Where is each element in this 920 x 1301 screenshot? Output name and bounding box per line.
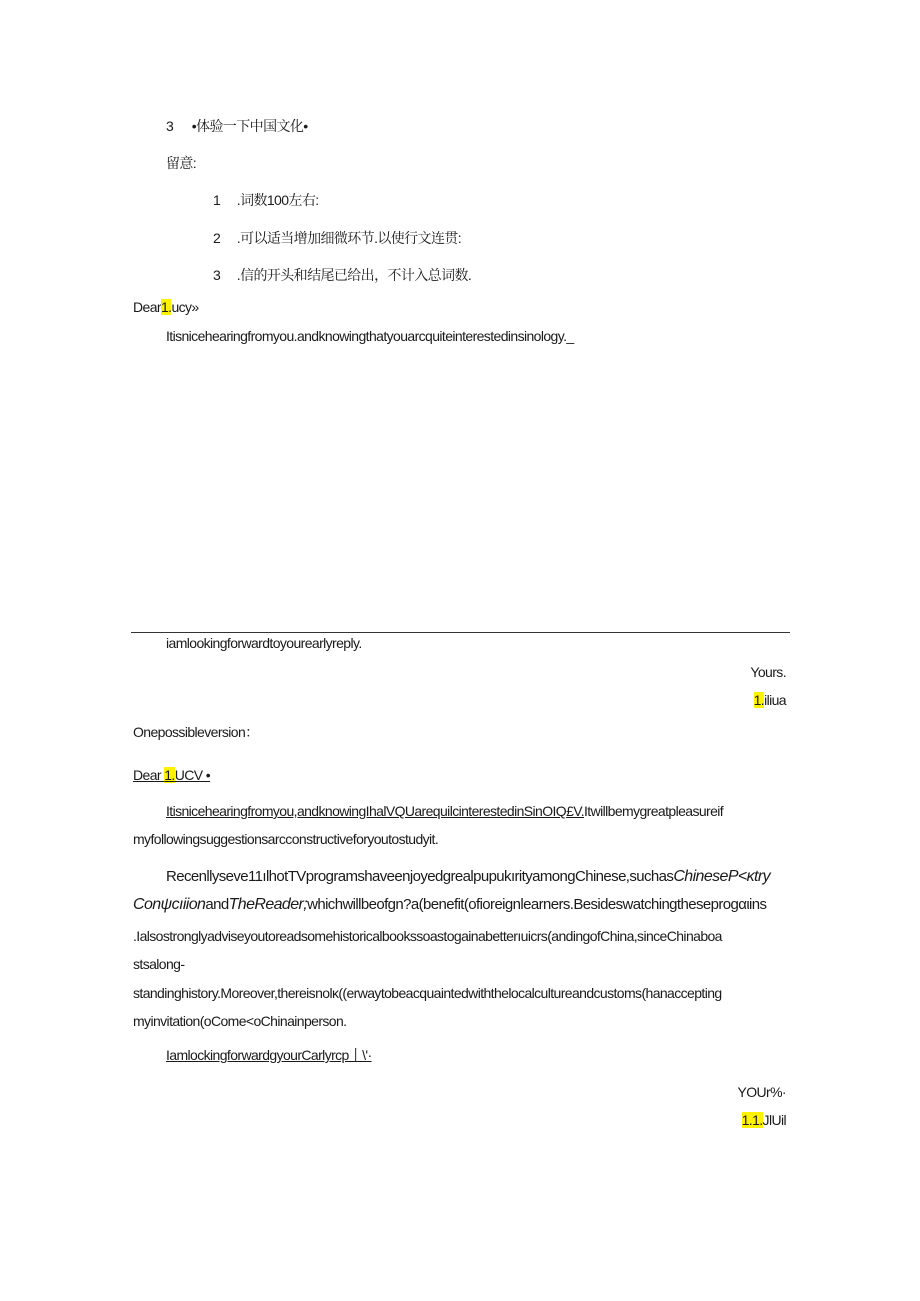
salutation-name-highlight: 1. — [160, 299, 172, 315]
note-item-number: 2 — [213, 230, 221, 246]
note-label: 留意: — [166, 155, 197, 171]
sample-heading: Onepossibleversion： — [133, 724, 259, 740]
text: whichwillbeofgn?a(benefit(ofioreignlearners.Besideswatchingtheseprogαιins — [307, 896, 767, 913]
text: and — [205, 896, 229, 913]
note-item-1 — [213, 191, 319, 209]
item-3 — [166, 117, 308, 135]
note-item-text: .可以适当增加细微环节.以使行文连贯: — [236, 230, 462, 246]
writing-area-divider — [131, 632, 790, 633]
note-item-2 — [213, 229, 461, 247]
note-item-3 — [213, 266, 471, 284]
italic-title: Conψcıiion — [133, 896, 206, 913]
note-item-number: 1 — [213, 192, 221, 208]
sample-paragraph-2-line-6: myinvitation(oCome<oChinainperson. — [133, 1013, 347, 1029]
underlined-text: Itisnicehearingfromyou,andknowingIhalVQUarequilcinterestedinSinOIQ£V. — [166, 803, 585, 819]
italic-title: ChineseP<κtry — [673, 868, 771, 885]
sample-paragraph-2-line-1 — [166, 868, 770, 886]
template-opening-sentence: Itisnicehearingfromyou.andknowingthatyouarcquiteinterestedinsinology._ — [166, 328, 574, 344]
item-3-text: •体验一下中国文化• — [191, 118, 308, 134]
text: Itwillbemygreatpleasureif — [584, 803, 724, 819]
note-item-number: 3 — [213, 267, 221, 283]
template-closing-sentence: iamlookingforwardtoyourearlyreply. — [166, 635, 362, 651]
salutation-name-highlight: 1. — [164, 767, 175, 783]
sample-paragraph-2-line-4: stsalong- — [133, 956, 185, 972]
salutation-prefix: Dear — [133, 299, 161, 315]
sample-paragraph-2-line-2 — [133, 896, 766, 914]
template-yours: Yours. — [750, 664, 786, 680]
salutation-prefix: Dear — [133, 767, 165, 783]
template-signature — [754, 691, 786, 709]
item-3-number: 3 — [166, 118, 174, 134]
sample-yours: YOUr%· — [737, 1084, 786, 1100]
italic-title: TheReader; — [228, 896, 308, 913]
signature-highlight: 1.1. — [741, 1112, 763, 1128]
signature-rest: iliua — [764, 692, 786, 708]
text: Recenllyseve11ılhotTVprogramshaveenjoyedgrealpupukırityamongChinese,suchas — [166, 868, 674, 885]
signature-highlight: 1. — [753, 692, 765, 708]
signature-rest: JlUil — [762, 1112, 786, 1128]
sample-salutation — [133, 766, 210, 784]
sample-paragraph-1-line-2: myfollowingsuggestionsarcconstructiveforyoutostudyit. — [133, 831, 439, 847]
note-item-text: .信的开头和结尾已给出，不计入总词数. — [236, 267, 472, 283]
sample-paragraph-1-line-1 — [166, 802, 723, 820]
sample-closing-sentence: Iamlockingforwardgyour​Carlyrcp丨\'· — [166, 1047, 372, 1063]
sample-paragraph-2-line-3: .Ialsostronglyadviseyoutoreadsomehistoricalbookssoastogainabetterıuicrs(andingofChina,sinceChinaboa — [133, 928, 722, 944]
sample-signature — [742, 1111, 786, 1129]
template-salutation — [133, 298, 199, 316]
salutation-rest: ucy» — [171, 299, 199, 315]
note-item-text: .词数100左右: — [236, 192, 319, 208]
salutation-rest: UCV • — [174, 767, 211, 783]
sample-paragraph-2-line-5: standinghistory.Moreover,thereisnolκ((erwaytobeacquaintedwiththelocalcultureandcustoms(hanaccepting — [133, 985, 722, 1001]
